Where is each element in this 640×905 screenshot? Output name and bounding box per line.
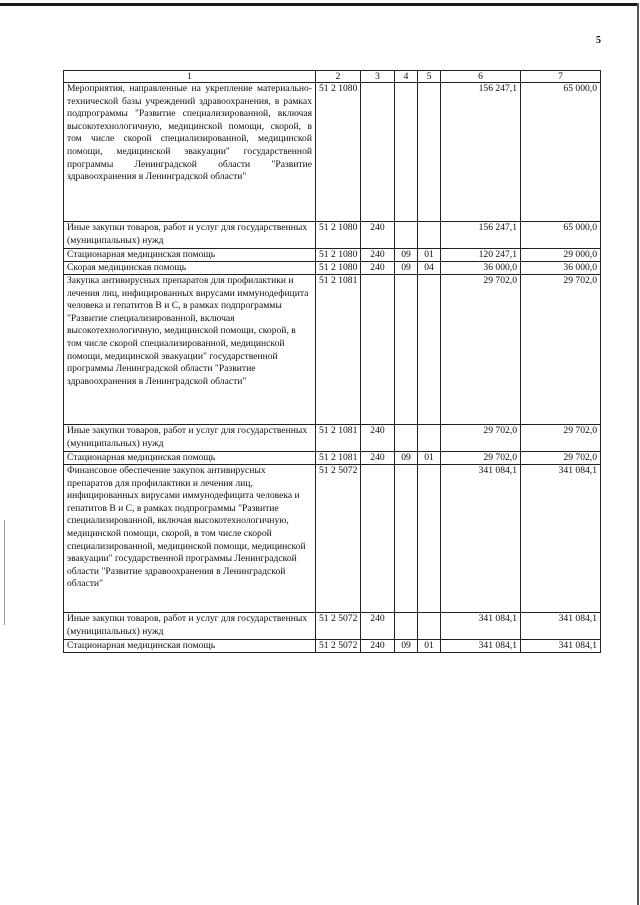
subsection-cell [418,222,441,249]
right-border-line [637,3,639,905]
section-cell: 09 [395,249,418,262]
expense-type-cell [361,275,395,425]
code-cell: 51 2 1081 [316,452,361,465]
description-cell: Стационарная медицинская помощь [64,249,316,262]
description-cell: Стационарная медицинская помощь [64,640,316,653]
header-row [64,71,601,83]
expense-type-cell: 240 [361,640,395,653]
section-cell [395,275,418,425]
subsection-cell [418,275,441,425]
code-cell: 51 2 1080 [316,249,361,262]
code-cell: 51 2 1080 [316,83,361,222]
description-cell: Иные закупки товаров, работ и услуг для государственных (муниципальных) нужд [64,613,316,640]
table-row [64,83,601,222]
section-cell [395,222,418,249]
subsection-cell: 04 [418,262,441,275]
table-row [64,249,601,262]
budget-table [63,70,601,653]
amount-cell: 29 702,0 [521,275,601,425]
description-cell: Иные закупки товаров, работ и услуг для государственных (муниципальных) нужд [64,425,316,452]
amount-cell: 29 702,0 [441,452,521,465]
amount-cell: 341 084,1 [441,465,521,613]
left-margin-mark [4,520,5,625]
description-cell: Закупка антивирусных препаратов для профилактики и лечения лиц, инфицированных вирусами иммунодефицита человека и гепатитов В и С, в рамках подпрограммы "Развитие специализированной, включая высокотехнологичную, медицинской помощи, скорой, в том числе скорой специализированной, медицинской помощи, медицинской эвакуации" государственной программы Ленинградской области "Развитие здравоохранения в Ленинградской области" [64,275,316,425]
page-number: 5 [596,35,601,46]
header-cell: 6 [441,71,521,83]
expense-type-cell [361,465,395,613]
subsection-cell [418,83,441,222]
amount-cell: 341 084,1 [521,465,601,613]
section-cell [395,613,418,640]
amount-cell: 29 000,0 [521,249,601,262]
amount-cell: 29 702,0 [521,425,601,452]
subsection-cell: 01 [418,640,441,653]
amount-cell: 29 702,0 [441,275,521,425]
amount-cell: 341 084,1 [521,613,601,640]
code-cell: 51 2 1081 [316,275,361,425]
header-cell: 5 [418,71,441,83]
amount-cell: 341 084,1 [441,640,521,653]
header-cell: 1 [64,71,316,83]
header-cell: 4 [395,71,418,83]
amount-cell: 29 702,0 [521,452,601,465]
subsection-cell [418,465,441,613]
section-cell [395,425,418,452]
amount-cell: 65 000,0 [521,83,601,222]
description-cell: Стационарная медицинская помощь [64,452,316,465]
table-row [64,465,601,613]
expense-type-cell: 240 [361,262,395,275]
description-cell: Мероприятия, направленные на укрепление материально-технической базы учреждений здравоохранения, в рамках подпрограммы "Развитие специализированной, включая высокотехнологичную, медицинской помощи, скорой, в том числе скорой специализированной, медицинской помощи, медицинской эвакуации" государственной программы Ленинградской области "Развитие здравоохранения в Ленинградской области" [64,83,316,222]
amount-cell: 341 084,1 [441,613,521,640]
amount-cell: 65 000,0 [521,222,601,249]
code-cell: 51 2 1080 [316,222,361,249]
expense-type-cell: 240 [361,249,395,262]
description-cell: Иные закупки товаров, работ и услуг для государственных (муниципальных) нужд [64,222,316,249]
subsection-cell [418,425,441,452]
table-row [64,452,601,465]
subsection-cell: 01 [418,249,441,262]
amount-cell: 341 084,1 [521,640,601,653]
section-cell: 09 [395,640,418,653]
amount-cell: 36 000,0 [521,262,601,275]
section-cell [395,83,418,222]
section-cell [395,465,418,613]
top-border-line [0,3,638,6]
expense-type-cell [361,83,395,222]
amount-cell: 156 247,1 [441,83,521,222]
expense-type-cell: 240 [361,222,395,249]
code-cell: 51 2 5072 [316,465,361,613]
header-cell: 2 [316,71,361,83]
amount-cell: 120 247,1 [441,249,521,262]
description-cell: Скорая медицинская помощь [64,262,316,275]
expense-type-cell: 240 [361,452,395,465]
section-cell: 09 [395,262,418,275]
code-cell: 51 2 1080 [316,262,361,275]
header-cell: 3 [361,71,395,83]
amount-cell: 29 702,0 [441,425,521,452]
description-cell: Финансовое обеспечение закупок антивирусных препаратов для профилактики и лечения лиц, инфицированных вирусами иммунодефицита человека и гепатитов В и С, в рамках подпрограммы "Развитие специализированной, включая высокотехнологичную, медицинской помощи, скорой, в том числе скорой специализированной, медицинской помощи, медицинской эвакуации" государственной программы Ленинградской области "Развитие здравоохранения в Ленинградской области" [64,465,316,613]
expense-type-cell: 240 [361,613,395,640]
code-cell: 51 2 5072 [316,613,361,640]
amount-cell: 36 000,0 [441,262,521,275]
section-cell: 09 [395,452,418,465]
subsection-cell [418,613,441,640]
table-row [64,425,601,452]
table-row [64,275,601,425]
table-row [64,262,601,275]
subsection-cell: 01 [418,452,441,465]
code-cell: 51 2 1081 [316,425,361,452]
table-row [64,640,601,653]
header-cell: 7 [521,71,601,83]
expense-type-cell: 240 [361,425,395,452]
amount-cell: 156 247,1 [441,222,521,249]
code-cell: 51 2 5072 [316,640,361,653]
table-row [64,222,601,249]
table-row [64,613,601,640]
